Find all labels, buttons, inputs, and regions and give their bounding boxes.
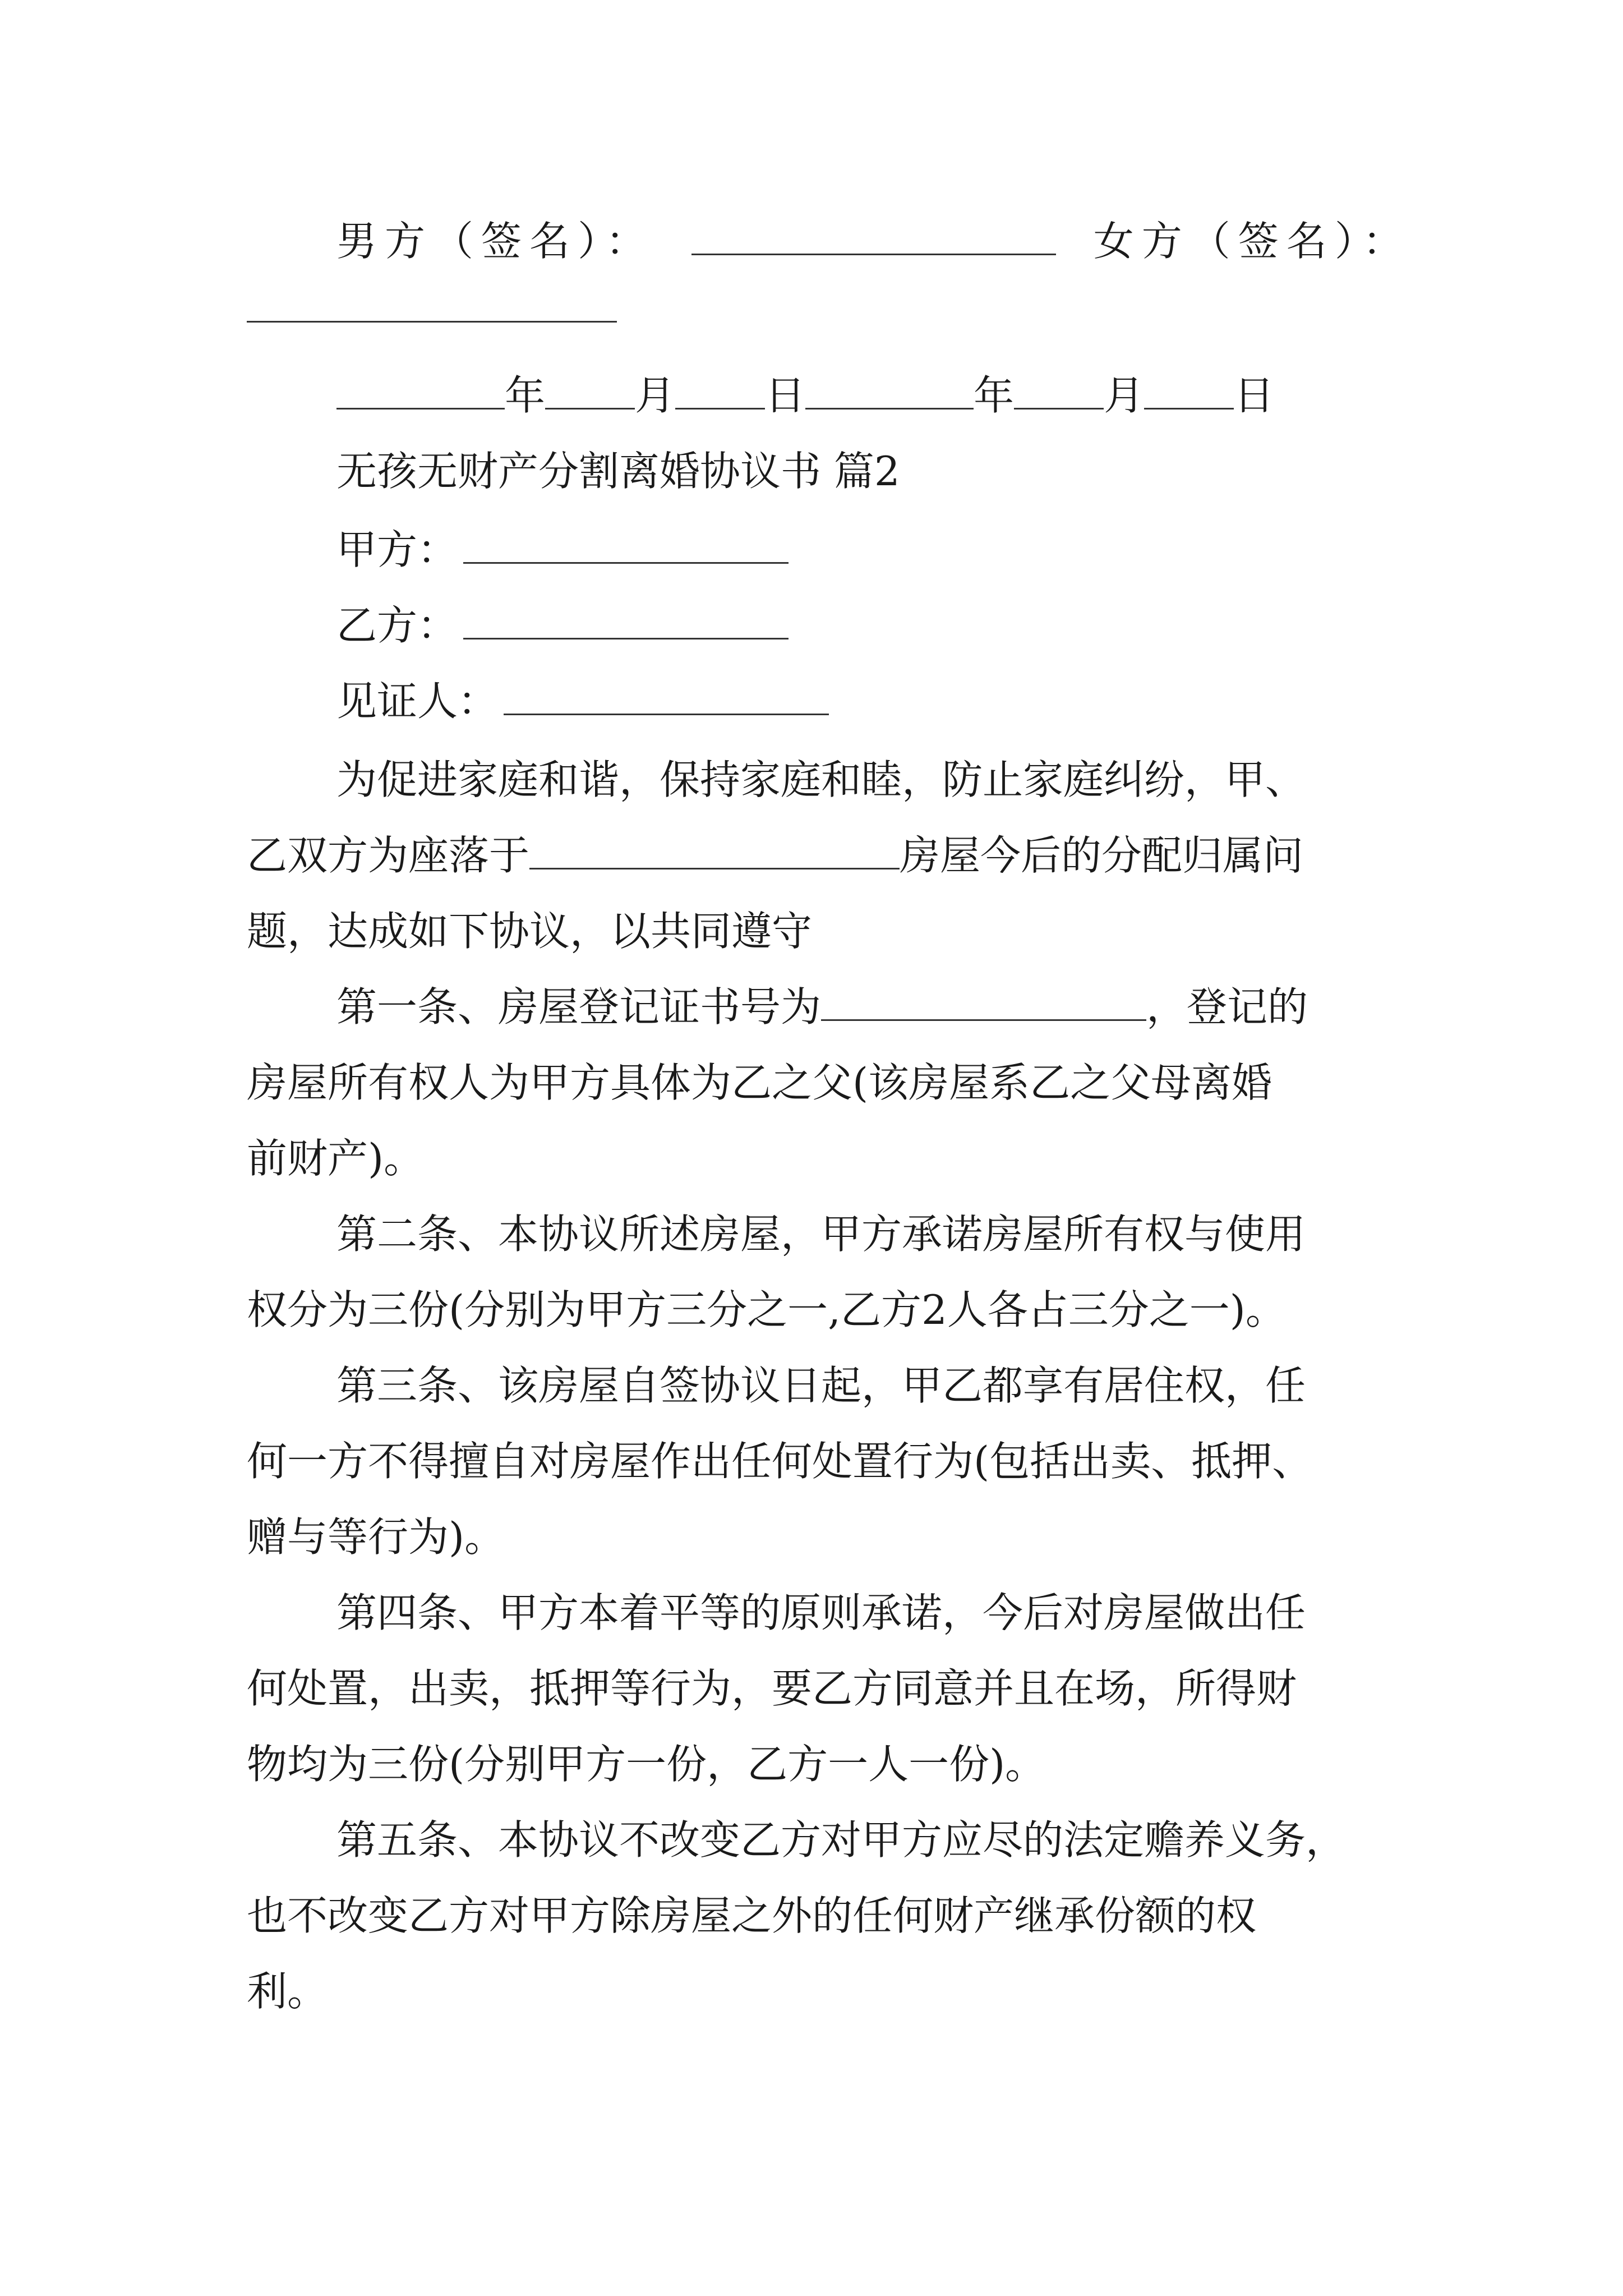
- article-5-line-2: 也不改变乙方对甲方除房屋之外的任何财产继承份额的权: [247, 1892, 1257, 1939]
- section-title: 无孩无财产分割离婚协议书 篇2: [336, 448, 900, 495]
- article-2-line-1: 第二条、本协议所述房屋，甲方承诺房屋所有权与使用: [336, 1211, 1306, 1258]
- female-signature-blank: [247, 286, 617, 323]
- date-month-label-1: 月: [635, 372, 676, 419]
- article-1-line-3: 前财产)。: [247, 1135, 425, 1182]
- article-1-line-1-before: 第一条、房屋登记证书号为: [336, 983, 822, 1030]
- male-signature-blank: [691, 219, 1056, 255]
- date-year-label-2: 年: [974, 372, 1015, 419]
- article-1-line-2: 房屋所有权人为甲方具体为乙之父(该房屋系乙之父母离婚: [247, 1059, 1272, 1106]
- article-3-line-1: 第三条、该房屋自签协议日起，甲乙都享有居住权，任: [336, 1362, 1306, 1409]
- article-4-line-1: 第四条、甲方本着平等的原则承诺，今后对房屋做出任: [336, 1589, 1306, 1636]
- intro-line-2-after: 房屋今后的分配归属问: [900, 832, 1304, 879]
- female-signature-label: 女方（签名）：: [1093, 218, 1411, 265]
- date-blank-day-2: [1144, 373, 1234, 409]
- location-blank: [529, 833, 900, 869]
- date-year-label-1: 年: [505, 372, 546, 419]
- date-day-label-2: 日: [1234, 372, 1275, 419]
- intro-line-1: 为促进家庭和谐，保持家庭和睦，防止家庭纠纷，甲、: [336, 756, 1306, 803]
- date-day-label-1: 日: [765, 372, 806, 419]
- article-1-line-1: [336, 979, 1308, 1035]
- signature-row: [336, 213, 1411, 269]
- article-5-line-3: 利。: [247, 1968, 328, 2015]
- witness-row: [336, 673, 829, 729]
- date-blank-year-2: [805, 373, 974, 409]
- date-row: [336, 367, 1274, 424]
- party-a-label: 甲方：: [336, 526, 458, 573]
- date-blank-year-1: [336, 373, 505, 409]
- certificate-number-blank: [821, 984, 1146, 1021]
- article-2-line-2: 权分为三份(分别为甲方三分之一,乙方2人各占三分之一)。: [247, 1286, 1286, 1333]
- article-4-line-2: 何处置，出卖，抵押等行为，要乙方同意并且在场，所得财: [247, 1665, 1297, 1712]
- article-4-line-3: 物均为三份(分别甲方一份，乙方一人一份)。: [247, 1741, 1046, 1788]
- intro-line-3: 题，达成如下协议，以共同遵守: [247, 908, 813, 955]
- intro-line-2: [247, 827, 1303, 884]
- date-blank-day-1: [675, 373, 765, 409]
- party-b-label: 乙方：: [336, 602, 458, 649]
- party-a-blank: [463, 527, 789, 564]
- party-a-row: [336, 522, 789, 578]
- article-5-line-1: 第五条、本协议不改变乙方对甲方应尽的法定赡养义务，: [336, 1816, 1347, 1864]
- witness-label: 见证人：: [336, 678, 499, 725]
- date-month-label-2: 月: [1104, 372, 1145, 419]
- intro-line-2-before: 乙双方为座落于: [247, 832, 530, 879]
- date-blank-month-1: [545, 373, 635, 409]
- date-blank-month-2: [1014, 373, 1104, 409]
- witness-blank: [504, 679, 829, 715]
- article-1-line-1-after: ，登记的: [1146, 983, 1308, 1030]
- party-b-blank: [463, 603, 789, 639]
- female-signature-blank-row: [247, 280, 617, 337]
- article-3-line-2: 何一方不得擅自对房屋作出任何处置行为(包括出卖、抵押、: [247, 1438, 1313, 1485]
- party-b-row: [336, 597, 789, 654]
- article-3-line-3: 赠与等行为)。: [247, 1513, 505, 1561]
- male-signature-label: 男方（签名）：: [336, 218, 654, 265]
